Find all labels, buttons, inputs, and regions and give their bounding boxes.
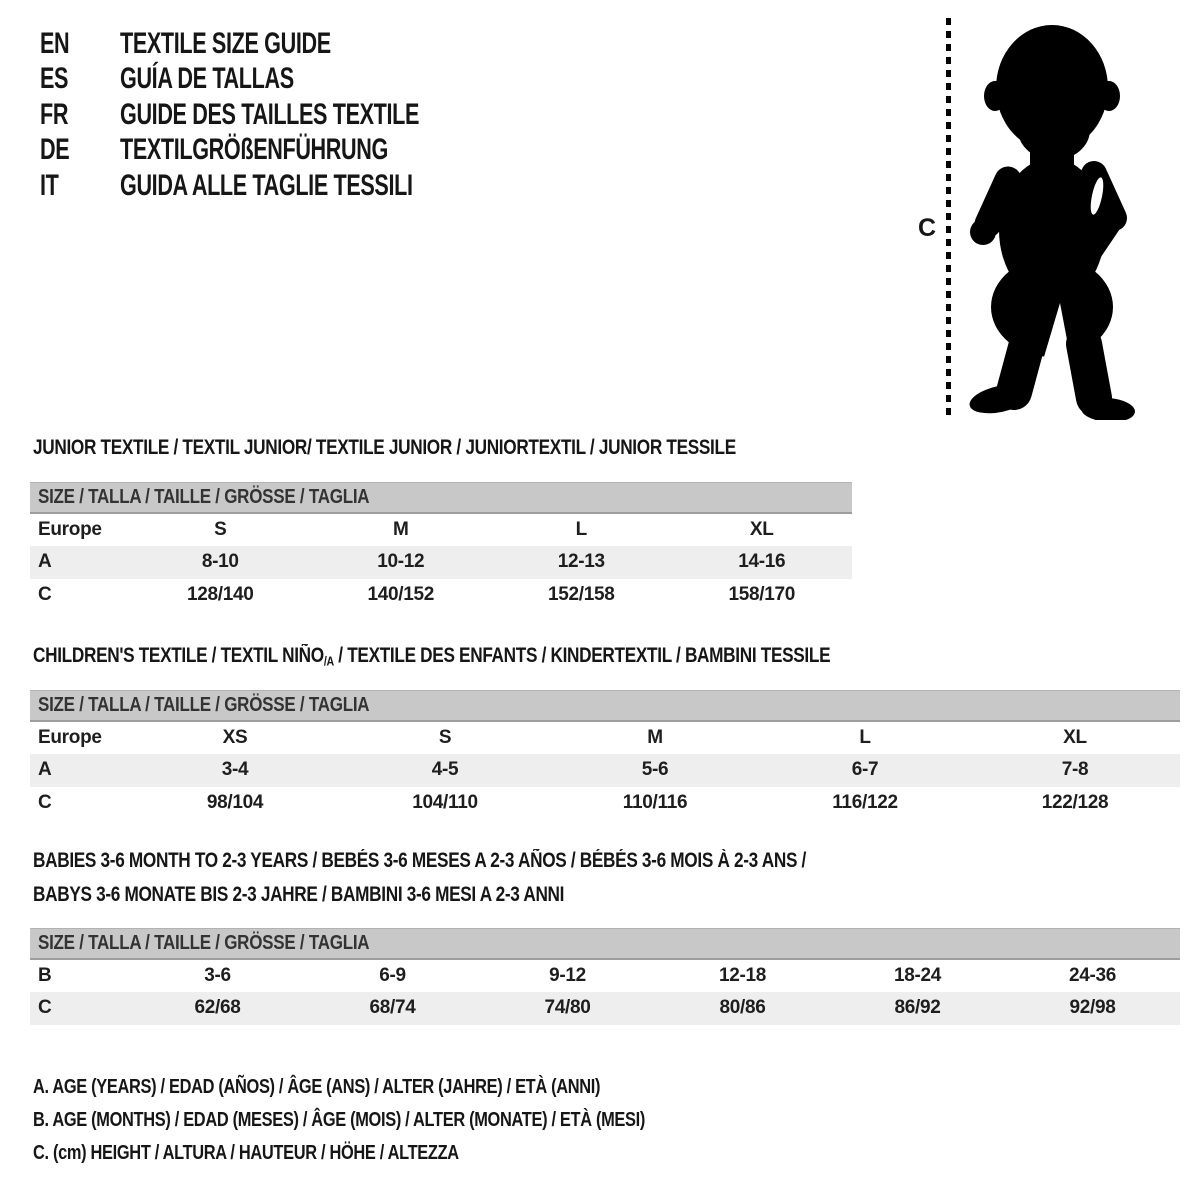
table-row bbox=[30, 579, 852, 612]
lang-title: TEXTILGRÖßENFÜHRUNG bbox=[120, 133, 388, 167]
table-row bbox=[30, 959, 1180, 992]
table-cell: 158/170 bbox=[672, 579, 853, 612]
junior-section-title: JUNIOR TEXTILE / TEXTIL JUNIOR/ TEXTILE JUNIOR / JUNIORTEXTIL / JUNIOR TESSILE bbox=[33, 436, 736, 459]
table-row bbox=[30, 721, 1180, 754]
table-cell: 80/86 bbox=[655, 992, 830, 1025]
table-cell: 4-5 bbox=[340, 754, 550, 787]
size-header-row bbox=[30, 929, 1180, 959]
row-label: A bbox=[30, 754, 130, 787]
table-cell: 104/110 bbox=[340, 787, 550, 820]
junior-size-table bbox=[30, 482, 852, 612]
lang-code: EN bbox=[40, 27, 70, 60]
table-cell: 98/104 bbox=[130, 787, 340, 820]
size-header-bar: SIZE / TALLA / TAILLE / GRÖSSE / TAGLIA bbox=[30, 483, 852, 513]
table-row bbox=[30, 992, 1180, 1025]
table-cell: 5-6 bbox=[550, 754, 760, 787]
table-cell: 10-12 bbox=[311, 546, 492, 579]
table-cell: 14-16 bbox=[672, 546, 853, 579]
row-label: Europe bbox=[30, 513, 130, 546]
lang-title: GUIDE DES TAILLES TEXTILE bbox=[120, 97, 420, 131]
table-cell: 122/128 bbox=[970, 787, 1180, 820]
dotted-height-line-icon bbox=[946, 18, 951, 416]
note-age-years: A. AGE (YEARS) / EDAD (AÑOS) / ÂGE (ANS) / ALTER (JAHRE) / ETÀ (ANNI) bbox=[33, 1076, 601, 1098]
height-measure-label: C bbox=[918, 214, 937, 242]
babies-section-title-line1: BABIES 3-6 MONTH TO 2-3 YEARS / BEBÉS 3-6 MESES A 2-3 AÑOS / BÉBÉS 3-6 MOIS À 2-3 ANS / bbox=[33, 849, 807, 872]
children-size-table bbox=[30, 690, 1180, 820]
table-cell: L bbox=[760, 721, 970, 754]
note-age-months: B. AGE (MONTHS) / EDAD (MESES) / ÂGE (MOIS) / ALTER (MONATE) / ETÀ (MESI) bbox=[33, 1109, 645, 1131]
table-cell: 3-4 bbox=[130, 754, 340, 787]
title-subscript: /A bbox=[323, 653, 334, 669]
table-cell: 8-10 bbox=[130, 546, 311, 579]
row-label: Europe bbox=[30, 721, 130, 754]
table-cell: 110/116 bbox=[550, 787, 760, 820]
size-header-bar: SIZE / TALLA / TAILLE / GRÖSSE / TAGLIA bbox=[30, 691, 1180, 721]
table-row bbox=[30, 513, 852, 546]
row-label: C bbox=[30, 992, 130, 1025]
table-row bbox=[30, 787, 1180, 820]
size-header-bar: SIZE / TALLA / TAILLE / GRÖSSE / TAGLIA bbox=[30, 929, 1180, 959]
table-cell: 140/152 bbox=[311, 579, 492, 612]
table-cell: XL bbox=[672, 513, 853, 546]
table-cell: S bbox=[340, 721, 550, 754]
table-cell: 86/92 bbox=[830, 992, 1005, 1025]
lang-title: GUÍA DE TALLAS bbox=[120, 62, 294, 96]
row-label: B bbox=[30, 959, 130, 992]
table-cell: 24-36 bbox=[1005, 959, 1180, 992]
lang-code: ES bbox=[40, 62, 69, 96]
row-label: C bbox=[30, 579, 130, 612]
table-cell: 7-8 bbox=[970, 754, 1180, 787]
table-cell: 9-12 bbox=[480, 959, 655, 992]
table-cell: L bbox=[491, 513, 672, 546]
table-cell: XS bbox=[130, 721, 340, 754]
babies-section-title-line2: BABYS 3-6 MONATE BIS 2-3 JAHRE / BAMBINI 3-6 MESI A 2-3 ANNI bbox=[33, 883, 565, 906]
table-cell: 6-7 bbox=[760, 754, 970, 787]
table-row bbox=[30, 754, 1180, 787]
table-cell: 128/140 bbox=[130, 579, 311, 612]
table-cell: 12-18 bbox=[655, 959, 830, 992]
size-header-row bbox=[30, 483, 852, 513]
table-cell: XL bbox=[970, 721, 1180, 754]
table-cell: 74/80 bbox=[480, 992, 655, 1025]
table-cell: 68/74 bbox=[305, 992, 480, 1025]
table-cell: 62/68 bbox=[130, 992, 305, 1025]
lang-code: IT bbox=[40, 168, 59, 202]
table-cell: M bbox=[550, 721, 760, 754]
toddler-silhouette-icon bbox=[966, 12, 1138, 420]
table-cell: 6-9 bbox=[305, 959, 480, 992]
babies-size-table bbox=[30, 928, 1180, 1025]
lang-code: FR bbox=[40, 97, 69, 131]
note-height-cm: C. (cm) HEIGHT / ALTURA / HAUTEUR / HÖHE / ALTEZZA bbox=[33, 1142, 459, 1164]
row-label: C bbox=[30, 787, 130, 820]
table-cell: M bbox=[311, 513, 492, 546]
table-cell: 152/158 bbox=[491, 579, 672, 612]
lang-title: GUIDA ALLE TAGLIE TESSILI bbox=[120, 168, 413, 202]
table-cell: 18-24 bbox=[830, 959, 1005, 992]
table-cell: 3-6 bbox=[130, 959, 305, 992]
children-section-title: CHILDREN'S TEXTILE / TEXTIL NIÑO/A / TEXTILE DES ENFANTS / KINDERTEXTIL / BAMBINI TESSILE bbox=[33, 644, 831, 669]
table-cell: 12-13 bbox=[491, 546, 672, 579]
table-cell: S bbox=[130, 513, 311, 546]
table-cell: 116/122 bbox=[760, 787, 970, 820]
size-header-row bbox=[30, 691, 1180, 721]
lang-title: TEXTILE SIZE GUIDE bbox=[120, 27, 331, 60]
table-cell: 92/98 bbox=[1005, 992, 1180, 1025]
table-row bbox=[30, 546, 852, 579]
lang-code: DE bbox=[40, 133, 70, 167]
row-label: A bbox=[30, 546, 130, 579]
